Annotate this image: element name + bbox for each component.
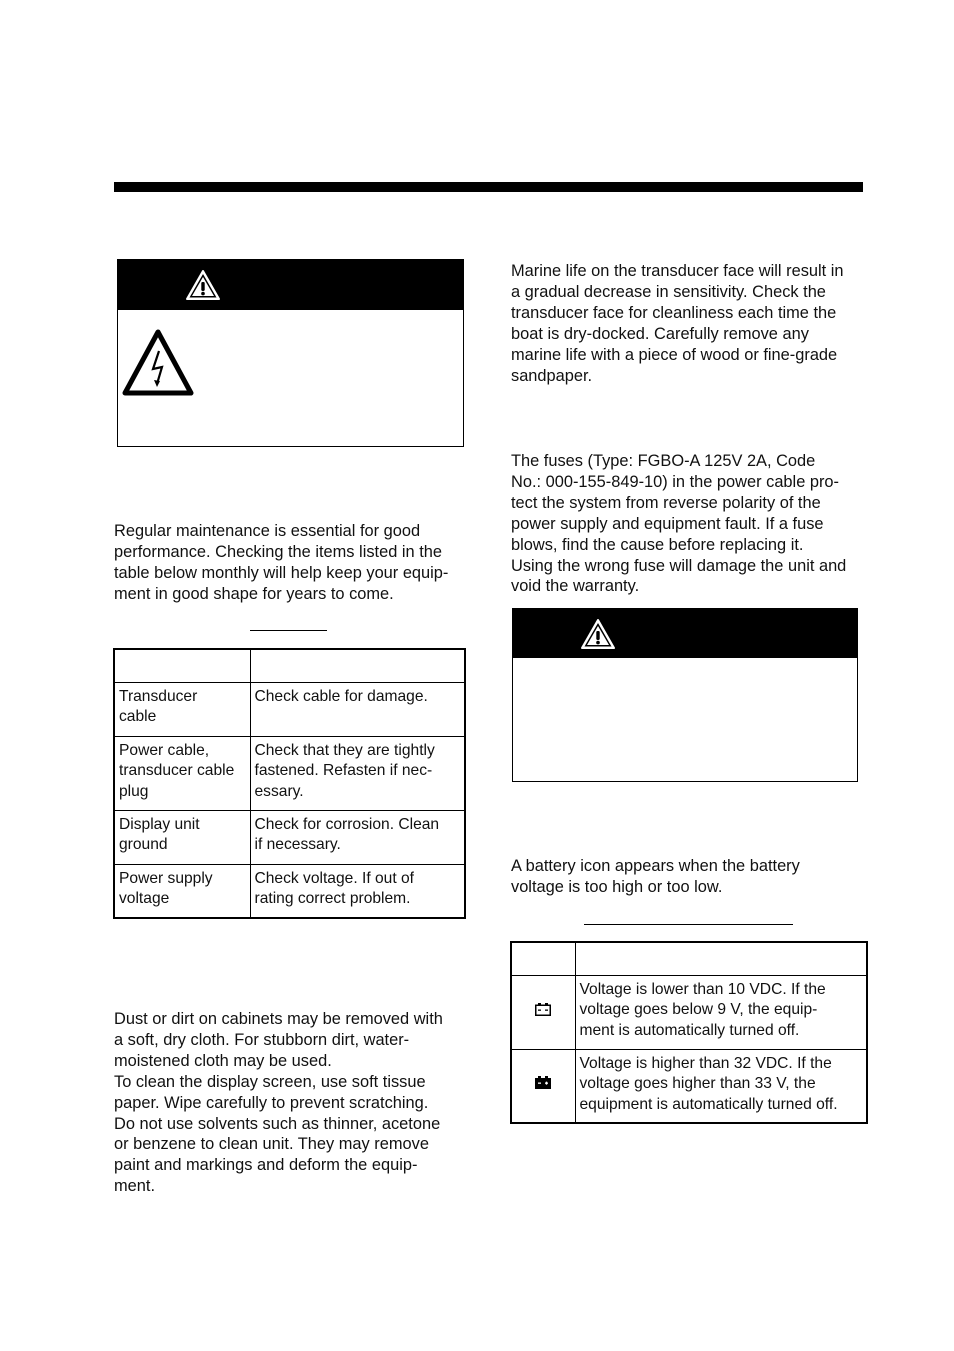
warning-box-fuse [512,608,858,782]
cell-line: Display unit [119,815,200,833]
battery-low-icon [535,1003,551,1016]
check-cell [250,682,465,736]
cell-line: equipment is automatically turned off. [579,1096,838,1114]
item-cell [114,810,250,864]
cell-line: Check that they are tightly [254,741,435,759]
maintenance-table [113,648,466,919]
table-header-row [114,649,465,682]
warning-header [118,260,463,310]
cleaning-paragraph [114,1009,443,1197]
text-line: transducer face for cleanliness each time the [511,303,837,322]
maintenance-intro [114,521,448,605]
icon-cell [511,1049,575,1123]
warning-header [513,609,857,658]
text-line: Dust or dirt on cabinets may be removed with [114,1010,443,1028]
table-header-row [511,942,867,975]
text-line: paint and markings and deform the equip- [114,1156,418,1175]
text-line: Regular maintenance is essential for good [114,522,421,540]
header-cell-icon [511,942,575,975]
header-cell-meaning [575,942,867,975]
check-cell [250,810,465,864]
cell-line: essary. [254,783,304,801]
text-line: Do not use solvents such as thinner, acetone [114,1114,441,1133]
transducer-paragraph [511,261,844,386]
warning-triangle-icon [185,269,221,301]
table-row [114,736,465,810]
text-line: or benzene to clean unit. They may remove [114,1135,429,1154]
table-caption-underline [584,924,793,925]
cell-line: if necessary. [254,836,341,854]
meaning-cell [575,975,867,1049]
check-cell [250,736,465,810]
table-row [511,975,867,1049]
cell-line: ment is automatically turned off. [579,1022,800,1040]
cell-line: fastened. Refasten if nec- [254,762,433,780]
text-line: voltage is too high or too low. [511,877,723,896]
text-line: a gradual decrease in sensitivity. Check the [511,282,826,301]
text-line: ment. [114,1177,155,1196]
text-line: marine life with a piece of wood or fine-grade [511,345,838,364]
text-line: To clean the display screen, use soft tissue [114,1072,426,1091]
text-line: void the warranty. [511,577,640,596]
table-row [114,864,465,918]
text-line: sandpaper. [511,366,593,385]
text-line: power supply and equipment fault. If a fuse [511,514,824,533]
electric-shock-icon [122,329,194,397]
header-cell-item [114,649,250,682]
text-line: boat is dry-docked. Carefully remove any [511,324,809,343]
text-line: Marine life on the transducer face will result in [511,262,844,280]
text-line: blows, find the cause before replacing it. [511,535,804,554]
text-line: ment in good shape for years to come. [114,584,394,603]
cell-line: voltage goes below 9 V, the equip- [579,1001,818,1019]
warning-box-electric [117,259,464,447]
item-cell [114,736,250,810]
table-row [114,810,465,864]
item-cell [114,682,250,736]
text-line: Using the wrong fuse will damage the unit and [511,556,847,575]
cell-line: transducer cable [119,762,235,780]
check-cell [250,864,465,918]
text-line: No.: 000-155-849-10) in the power cable pro- [511,472,840,491]
icon-cell [511,975,575,1049]
text-line: tect the system from reverse polarity of the [511,493,821,512]
cell-line: Power supply [119,869,213,887]
text-line: A battery icon appears when the battery [511,857,800,875]
cell-line: voltage goes higher than 33 V, the [579,1075,816,1093]
battery-paragraph [511,856,800,898]
table-row [114,682,465,736]
cell-line: Check voltage. If out of [254,869,414,887]
cell-line: Check for corrosion. Clean [254,815,440,833]
text-line: performance. Checking the items listed in the [114,542,442,561]
cell-line: Voltage is higher than 32 VDC. If the [579,1054,832,1072]
battery-icon-table [510,941,868,1124]
cell-line: voltage [119,890,170,908]
text-line: a soft, dry cloth. For stubborn dirt, water- [114,1030,410,1049]
table-caption-underline [250,630,327,631]
cell-line: ground [119,836,168,854]
meaning-cell [575,1049,867,1123]
cell-line: rating correct problem. [254,890,411,908]
text-line: table below monthly will help keep your equip- [114,563,449,582]
header-rule [114,182,863,192]
cell-line: Check cable for damage. [254,687,428,705]
text-line: The fuses (Type: FGBO-A 125V 2A, Code [511,452,816,470]
cell-line: plug [119,783,149,801]
battery-high-icon [535,1076,551,1089]
cell-line: cable [119,708,157,726]
warning-triangle-icon [580,618,616,650]
table-row [511,1049,867,1123]
header-cell-check [250,649,465,682]
text-line: moistened cloth may be used. [114,1051,332,1070]
text-line: paper. Wipe carefully to prevent scratching. [114,1093,429,1112]
cell-line: Transducer [119,687,198,705]
cell-line: Voltage is lower than 10 VDC. If the [579,980,826,998]
fuse-paragraph [511,451,846,597]
cell-line: Power cable, [119,741,210,759]
item-cell [114,864,250,918]
